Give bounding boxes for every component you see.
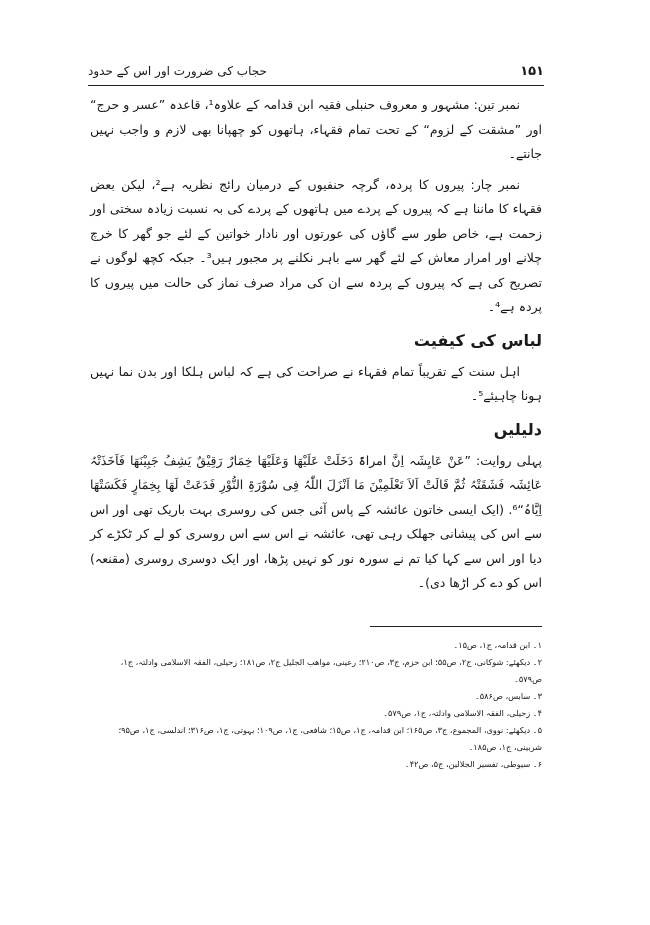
page-header [88, 64, 544, 84]
footnote-6: ۶۔ سیوطی، تفسیر الجلالین، ج۵، ص۴۲۔ [404, 759, 542, 769]
paragraph-point-three: نمبر تین: مشہور و معروف حنبلی فقیہ ابن قدامہ کے علاوہ¹، قاعدہ ”عسر و حرج“ اور ”مشقت کے لزوم“ کے تحت تمام فقہاء، ہاتھوں کو چھپانا بھی لازم و واجب نہیں جانتے۔ [90, 97, 542, 161]
main-text [90, 93, 542, 606]
footnote-3: ۳۔ سابس، ص۵۸۶۔ [474, 691, 542, 701]
footnote-2: ۲۔ دیکھئے: شوکانی، ج۲، ص۵۵؛ ابن حزم، ج۳، ص۲۱۰؛ رعینی، مواھب الجلیل ج۲، ص۱۸۱؛ زحیلی، الفقہ الاسلامی وادلتہ، ج۱، ص۵۷۹۔ [120, 657, 542, 684]
section-heading-evidence: دلیلیں [493, 419, 542, 439]
header-rule [88, 85, 544, 86]
footnote-5: ۵۔ دیکھئے: نووی، المجموع، ج۳، ص۱۶۵؛ ابن قدامہ، ج۱، ص۱۵؛ شافعی، ج۱، ص۱۰۹؛ بہوتی، ج۱، ص۳۱۶؛ اندلسی، ج۱، ص۹۵؛ شربینی، ج۱، ص۱۸۵۔ [118, 725, 542, 752]
narration-intro: پہلی روایت: ” [464, 452, 542, 468]
page-number: ۱۵۱ [520, 64, 544, 79]
footnotes [96, 637, 542, 773]
section-heading-clothing: لباس کی کیفیت [413, 330, 542, 350]
footnote-1: ۱۔ ابن قدامہ، ج۱، ص۱۵۔ [453, 640, 542, 650]
paragraph-point-four: نمبر چار: پیروں کا پردہ، گرچہ حنفیوں کے درمیان رائج نظریہ ہے²، لیکن بعض فقہاء کا ماننا ہے کہ پیروں کے پردے میں ہاتھوں کے پردے کی بہ نسبت زیادہ سختی اور زحمت ہے، خاص طور سے گاؤں کی عورتوں اور نادار خواتین کے لئے جو گھر کا خرچ چلانے اور امرار معاش کے لئے گھر سے باہر نکلنے پر مجبور ہیں³۔ جبکہ کچھ لوگوں نے تصریح کی ہے کہ پیروں کے پردہ سے ان کی مراد صرف نماز کی حالت میں پیروں کا پردہ ہے⁴۔ [90, 176, 542, 314]
arabic-hadith-text: عَنْ عَایِشَہ اِنَّ امراۃً دَخَلَتْ عَلَیْھَا وَعَلَیْھَا خِمَارٌ رَقِیْقٌ یَشِفُ جَبِیْنَھَا فَاَخَذَتْہُ عَائِشَہ فَشَقَتْہُ ثُمَّ قَالَتْ اَلاَ تَعْلَمِیْنَ مَا اَنْزَلَ اللّٰہُ فِی سُوْرَۃِ النُّوْرِ فَدَعَتْ لَھَا بِخِمَارٍ فَکَسَتْھَا اِیَّاہُ [90, 452, 542, 517]
footnote-separator [370, 626, 542, 627]
paragraph-clothing: اہل سنت کے تقریباً تمام فقہاء نے صراحت کی ہے کہ لباس ہلکا اور بدن نما نہیں ہونا چاہیئے⁵۔ [90, 363, 542, 403]
narration-translation: “⁶. (ایک ایسی خاتون عائشہ کے پاس آئی جس کی روسری بہت باریک تھی اور اس سے اس کی پیشانی جھلک رہی تھی، عائشہ نے اس سے اس روسری کو لے کر ٹکڑے کر دیا اور اس سے کہا کیا تم نے سورہ نور کو نہیں پڑھا، اور ایک دوسری روسری (مقنعہ) اس کو دے کر اڑھا دی)۔ [90, 501, 542, 590]
running-title: حجاب کی ضرورت اور اس کے حدود [88, 64, 267, 78]
paragraph-first-narration [90, 449, 542, 596]
footnote-4: ۴۔ زحیلی، الفقہ الاسلامی وادلتہ، ج۱، ص۵۷۹۔ [383, 708, 542, 718]
